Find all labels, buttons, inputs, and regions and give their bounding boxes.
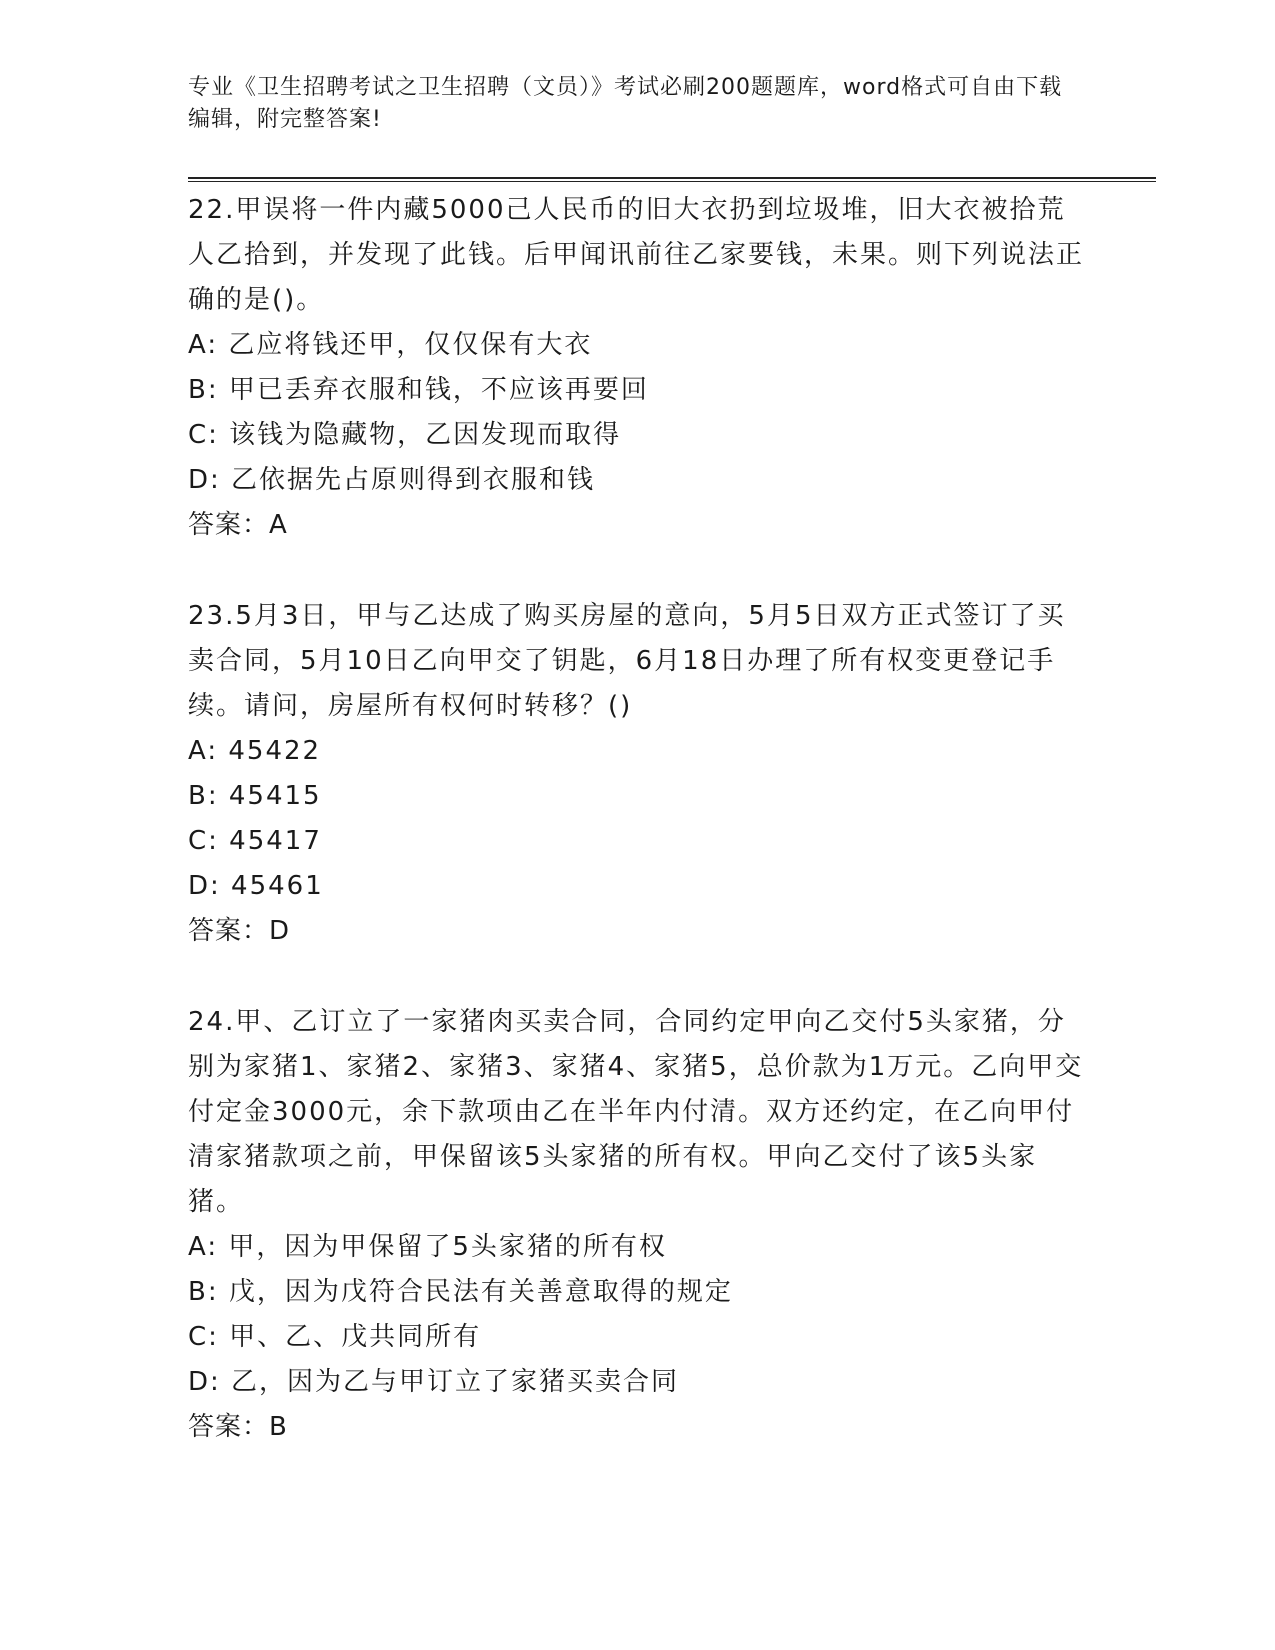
option-a: A: 45422 xyxy=(188,736,322,766)
question-list xyxy=(188,188,1088,1496)
question-24 xyxy=(188,1000,1088,1450)
question-text: 24.甲、乙订立了一家猪肉买卖合同，合同约定甲向乙交付5头家猪，分别为家猪1、家猪2、家猪3、家猪4、家猪5，总价款为1万元。乙向甲交付定金3000元，余下款项由乙在半年内付清。双方还约定，在乙向甲付清家猪款项之前，甲保留该5头家猪的所有权。甲向乙交付了该5头家猪。 xyxy=(188,1007,1084,1217)
question-22 xyxy=(188,188,1088,548)
option-c: C: 甲、乙、戊共同所有 xyxy=(188,1322,482,1352)
answer-label: 答案：B xyxy=(188,1412,288,1442)
answer-label: 答案：A xyxy=(188,510,288,540)
header-divider xyxy=(188,177,1156,182)
answer-label: 答案：D xyxy=(188,916,291,946)
option-c: C: 该钱为隐藏物，乙因发现而取得 xyxy=(188,420,622,450)
option-b: B: 甲已丢弃衣服和钱，不应该再要回 xyxy=(188,375,649,405)
option-b: B: 戊，因为戊符合民法有关善意取得的规定 xyxy=(188,1277,733,1307)
document-header: 专业《卫生招聘考试之卫生招聘（文员）》考试必刷200题题库，word格式可自由下载编辑，附完整答案! xyxy=(188,75,1063,132)
option-list xyxy=(188,729,1088,909)
option-list xyxy=(188,323,1088,503)
option-d: D: 乙，因为乙与甲订立了家猪买卖合同 xyxy=(188,1367,680,1397)
option-d: D: 乙依据先占原则得到衣服和钱 xyxy=(188,465,596,495)
question-text: 22.甲误将一件内藏5000己人民币的旧大衣扔到垃圾堆，旧大衣被拾荒人乙拾到，并发现了此钱。后甲闻讯前往乙家要钱，未果。则下列说法正确的是()。 xyxy=(188,195,1085,315)
option-d: D: 45461 xyxy=(188,871,324,901)
option-list xyxy=(188,1225,1088,1405)
question-23 xyxy=(188,594,1088,954)
option-b: B: 45415 xyxy=(188,781,322,811)
option-c: C: 45417 xyxy=(188,826,322,856)
option-a: A: 甲，因为甲保留了5头家猪的所有权 xyxy=(188,1232,667,1262)
option-a: A: 乙应将钱还甲，仅仅保有大衣 xyxy=(188,330,593,360)
question-text: 23.5月3日，甲与乙达成了购买房屋的意向，5月5日双方正式签订了买卖合同，5月10日乙向甲交了钥匙，6月18日办理了所有权变更登记手续。请问，房屋所有权何时转移？() xyxy=(188,601,1066,721)
